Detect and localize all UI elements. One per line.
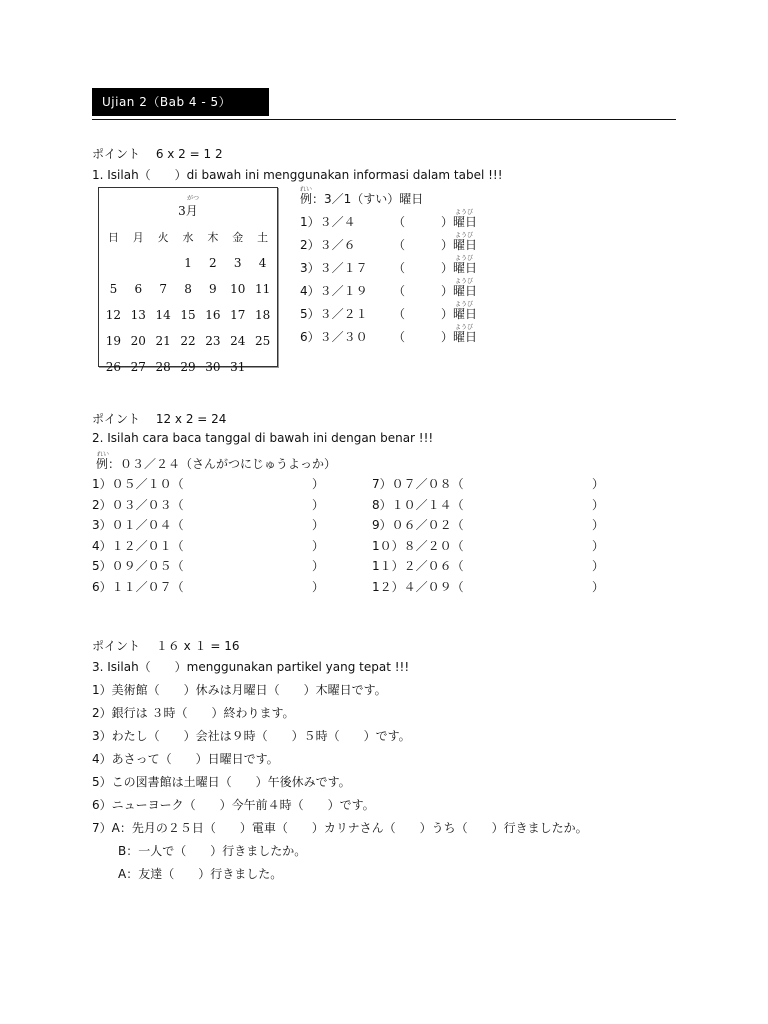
answer-close-paren[interactable]: ） bbox=[312, 518, 325, 532]
calendar-day: 28 bbox=[155, 360, 171, 374]
date-reading-question: 8）１０／１４（ bbox=[372, 497, 464, 512]
weekday-question-label: 3）３／１７ bbox=[300, 261, 368, 275]
example-ruby: れい bbox=[97, 451, 110, 458]
answer-close-paren[interactable]: ） bbox=[312, 579, 325, 594]
date-reading-question: 7）０７／０８（ bbox=[372, 477, 464, 491]
exam-title: Ujian 2（Bab 4 - 5） bbox=[92, 88, 269, 116]
weekday: 月 bbox=[132, 231, 144, 244]
calendar-title: 3月 bbox=[178, 204, 198, 218]
answer-close-paren[interactable]: ） bbox=[312, 559, 325, 573]
answer-close-paren[interactable]: ） bbox=[592, 497, 605, 512]
calendar-day: 29 bbox=[180, 360, 196, 374]
calendar-day: 6 bbox=[134, 282, 143, 296]
date-reading-question: 1）０５／１０（ bbox=[92, 477, 184, 491]
particle-question[interactable]: A：友達（ ）行きました。 bbox=[118, 867, 283, 881]
section1-instruction: 1. Isilah（ ）di bawah ini menggunakan informasi dalam tabel !!! bbox=[92, 168, 503, 182]
section3-points: ポイント １６ x １ = 16 bbox=[92, 639, 240, 653]
weekday: 金 bbox=[232, 231, 244, 244]
calendar-day: 25 bbox=[254, 334, 271, 348]
calendar-title-ruby: がつ bbox=[187, 195, 200, 202]
calendar-day: 10 bbox=[230, 282, 246, 296]
calendar-week-row bbox=[101, 276, 275, 302]
calendar-day: 11 bbox=[254, 282, 271, 296]
march-calendar bbox=[98, 187, 278, 374]
particle-question[interactable]: B：一人で（ ）行きましたか。 bbox=[118, 844, 307, 858]
date-reading-question: 2）０３／０３（ bbox=[92, 497, 184, 512]
calendar-week-row bbox=[101, 302, 275, 328]
particle-question[interactable]: 5）この図書館は土曜日（ ）午後休みです。 bbox=[92, 775, 351, 789]
calendar-day: 17 bbox=[230, 308, 246, 322]
calendar-day: 27 bbox=[130, 360, 146, 374]
weekday: 木 bbox=[207, 231, 219, 244]
calendar-week-row bbox=[101, 328, 275, 354]
weekday-question-label: 5）３／２１ bbox=[300, 307, 368, 321]
youbi-ruby: ようび bbox=[455, 324, 474, 331]
weekday-answer-blank[interactable]: （ ）曜日 bbox=[393, 238, 478, 252]
calendar-grid bbox=[101, 224, 275, 380]
section2-instruction: 2. Isilah cara baca tanggal di bawah ini dengan benar !!! bbox=[92, 431, 434, 445]
calendar-day: 23 bbox=[205, 334, 221, 348]
calendar-day: 7 bbox=[159, 282, 167, 296]
weekday: 火 bbox=[157, 231, 169, 244]
youbi-ruby: ようび bbox=[455, 255, 474, 262]
weekday-question-label: 6）３／３０ bbox=[300, 330, 368, 344]
calendar-week-row bbox=[101, 250, 275, 276]
title-divider bbox=[92, 119, 676, 120]
youbi-ruby: ようび bbox=[455, 278, 474, 285]
calendar-day: 13 bbox=[130, 308, 146, 322]
weekday: 土 bbox=[257, 231, 269, 244]
weekday-answer-blank[interactable]: （ ）曜日 bbox=[393, 215, 478, 229]
youbi-ruby: ようび bbox=[455, 209, 474, 216]
calendar-day: 4 bbox=[258, 256, 267, 270]
weekday-answer-blank[interactable]: （ ）曜日 bbox=[393, 330, 478, 344]
example-ruby: れい bbox=[300, 186, 313, 193]
calendar-day: 30 bbox=[205, 360, 221, 374]
particle-question[interactable]: 7）A：先月の２５日（ ）電車（ ）カリナさん（ ）うち（ ）行きましたか。 bbox=[92, 821, 588, 835]
answer-close-paren[interactable]: ） bbox=[592, 477, 605, 491]
date-reading-question: 1０）８／２０（ bbox=[372, 538, 464, 553]
section2-points: ポイント 12 x 2 = 24 bbox=[92, 412, 227, 426]
weekday-question-label: 1）３／４ bbox=[300, 215, 356, 229]
answer-close-paren[interactable]: ） bbox=[592, 579, 605, 594]
youbi-ruby: ようび bbox=[455, 301, 474, 308]
calendar-day: 19 bbox=[105, 334, 122, 348]
answer-close-paren[interactable]: ） bbox=[312, 538, 325, 553]
answer-close-paren[interactable]: ） bbox=[312, 477, 325, 491]
particle-question[interactable]: 4）あさって（ ）日曜日です。 bbox=[92, 752, 279, 766]
date-reading-question: 5）０９／０５（ bbox=[92, 559, 184, 573]
section1-example: 例：3／1（すい）曜日 bbox=[300, 192, 424, 206]
calendar-day: 20 bbox=[130, 334, 146, 348]
date-reading-question: 1１）２／０６（ bbox=[372, 559, 464, 573]
weekday-answer-blank[interactable]: （ ）曜日 bbox=[393, 261, 478, 275]
calendar-day: 18 bbox=[254, 308, 271, 322]
calendar-day: 21 bbox=[155, 334, 171, 348]
date-reading-question: 3）０１／０４（ bbox=[92, 518, 184, 532]
calendar-day: 22 bbox=[180, 334, 196, 348]
weekday: 日 bbox=[107, 231, 119, 244]
youbi-ruby: ようび bbox=[455, 232, 474, 239]
calendar-week-row bbox=[101, 354, 275, 380]
weekday-question-label: 4）３／１９ bbox=[300, 284, 368, 298]
date-reading-question: 9）０６／０２（ bbox=[372, 518, 464, 532]
calendar-day: 12 bbox=[105, 308, 122, 322]
answer-close-paren[interactable]: ） bbox=[592, 559, 605, 573]
calendar-day: 2 bbox=[209, 256, 217, 270]
section2-example: 例：０３／２４（さんがつにじゅうよっか） bbox=[96, 457, 337, 471]
section1-points: ポイント 6 x 2 = 1 2 bbox=[92, 147, 223, 161]
answer-close-paren[interactable]: ） bbox=[592, 518, 605, 532]
answer-close-paren[interactable]: ） bbox=[312, 497, 325, 512]
date-reading-question: 4）１２／０１（ bbox=[92, 538, 184, 553]
particle-question[interactable]: 6）ニューヨーク（ ）今午前４時（ ）です。 bbox=[92, 798, 375, 812]
weekday-answer-blank[interactable]: （ ）曜日 bbox=[393, 284, 478, 298]
weekday-question-label: 2）３／６ bbox=[300, 238, 356, 252]
calendar-day: 16 bbox=[205, 308, 221, 322]
calendar-day: 14 bbox=[155, 308, 171, 322]
calendar-day: 26 bbox=[105, 360, 122, 374]
date-reading-question: 6）１１／０７（ bbox=[92, 579, 184, 594]
date-reading-question: 1２）４／０９（ bbox=[372, 579, 464, 594]
weekday: 水 bbox=[182, 231, 194, 244]
weekday-answer-blank[interactable]: （ ）曜日 bbox=[393, 307, 478, 321]
answer-close-paren[interactable]: ） bbox=[592, 538, 605, 553]
particle-question[interactable]: 3）わたし（ ）会社は９時（ ）５時（ ）です。 bbox=[92, 729, 411, 743]
calendar-day: 5 bbox=[109, 282, 118, 296]
calendar-day: 15 bbox=[180, 308, 196, 322]
calendar-day: 3 bbox=[233, 256, 242, 270]
calendar-day: 9 bbox=[209, 282, 217, 296]
calendar-day: 24 bbox=[230, 334, 246, 348]
calendar-day: 31 bbox=[230, 360, 246, 374]
particle-question[interactable]: 2）銀行は ３時（ ）終わります。 bbox=[92, 706, 295, 720]
particle-question[interactable]: 1）美術館（ ）休みは月曜日（ ）木曜日です。 bbox=[92, 683, 387, 697]
section3-instruction: 3. Isilah（ ）menggunakan partikel yang tepat !!! bbox=[92, 660, 410, 674]
calendar-weekday-row bbox=[101, 224, 275, 250]
calendar-day: 1 bbox=[184, 256, 192, 270]
calendar-day: 8 bbox=[184, 282, 192, 296]
